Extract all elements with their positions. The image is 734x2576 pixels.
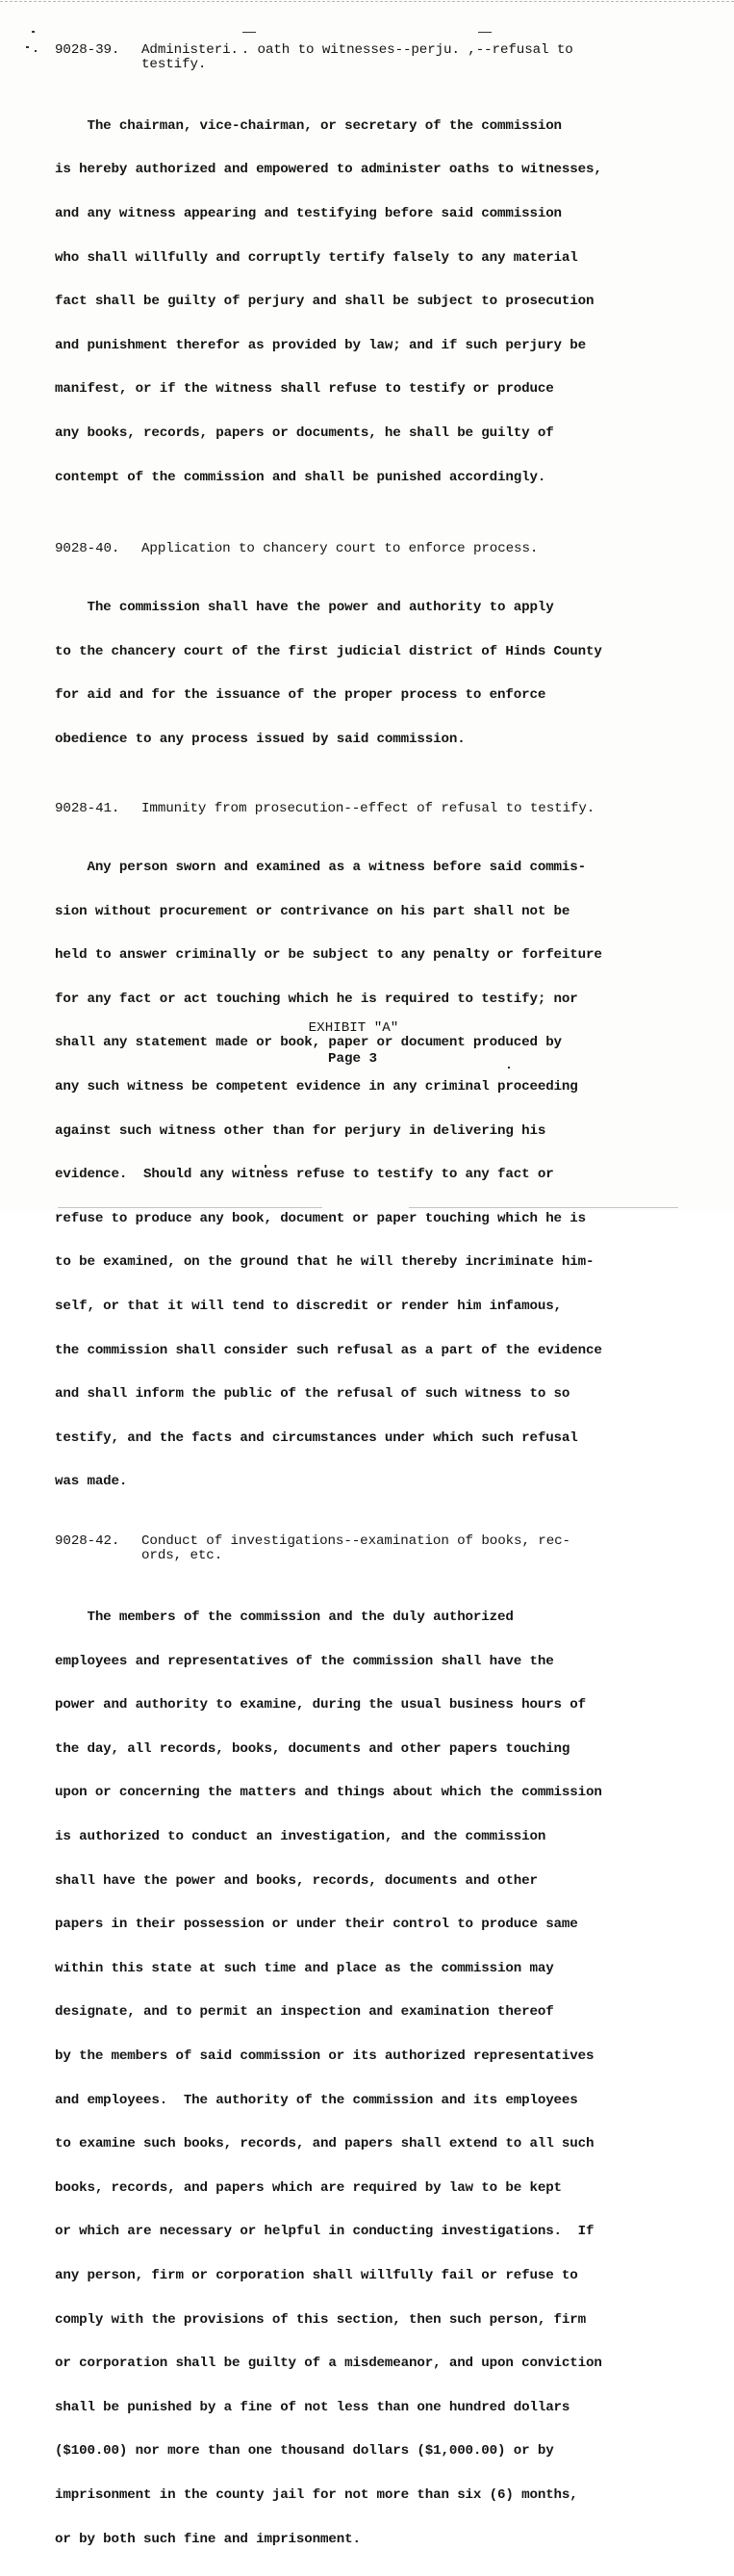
document-page bbox=[0, 0, 734, 1211]
section-title: Conduct of investigations--examination of books, rec- ords, etc. bbox=[141, 1534, 671, 1563]
page-number: Page 3 bbox=[0, 1051, 720, 1067]
section-body-9028-40: The commission shall have the power and authority to apply to the chancery court of the first judicial district of Hinds County for aid and for the issuance of the proper process to enforce obedience to any process issued by said commission. bbox=[55, 572, 671, 777]
scan-speck bbox=[478, 32, 492, 33]
section-body-9028-42: The members of the commission and the duly authorized employees and representatives of the commission shall have the power and authority to examine, during the usual business hours of the day, all records, books, documents and other papers touching upon or concerning the matters and things about which the commission is authorized to conduct an investigation, and the commission shall have the power and books, records, documents and other papers in their possession or under their control to produce same within this state at such time and place as the commission may designate, and to permit an inspection and examination thereof by the members of said commission or its authorized representatives and employees. The authority of the commission and its employees to examine such books, records, and papers shall extend to all such books, records, and papers which are required by law to be kept or which are necessary or helpful in conducting investigations. If any person, firm or corporation shall willfully fail or refuse to comply with the provisions of this section, then such person, firm or corporation shall be guilty of a misdemeanor, and upon conviction shall be punished by a fine of not less than one hundred dollars ($100.00) nor more than one thousand dollars ($1,000.00) or by imprisonment in the county jail for not more than six (6) months, or by both such fine and imprisonment. bbox=[55, 1582, 671, 2576]
section-heading-9028-41 bbox=[55, 802, 671, 816]
section-body-9028-41: Any person sworn and examined as a witness before said commis- sion without procurement or contrivance on his part shall not be held to answer criminally or be subject to any penalty or forfeiture for any fact or act touching which he is required to testify; nor shall any statement made or book, paper or document produced by any such witness be competent evidence in any criminal proceeding against such witness other than for perjury in delivering his evidence. Should any witness refuse to testify to any fact or refuse to produce any book, document or paper touching which he is to be examined, on the ground that he will thereby incriminate him- self, or that it will tend to discredit or render him infamous, the commission shall consider such refusal as a part of the evidence and shall inform the public of the refusal of such witness to so testify, and the facts and circumstances under which such refusal was made. bbox=[55, 832, 671, 1520]
scan-speck bbox=[26, 46, 29, 48]
scan-speck bbox=[32, 31, 35, 33]
top-dashed-border bbox=[0, 1, 734, 2]
section-number: 9028-39. bbox=[55, 43, 141, 72]
section-title: Administeri. . oath to witnesses--perju. ,--refusal to testify. bbox=[141, 43, 671, 72]
document-body bbox=[55, 43, 671, 2576]
section-number: 9028-40. bbox=[55, 542, 141, 556]
exhibit-label: EXHIBIT "A" bbox=[0, 1020, 721, 1036]
section-number: 9028-41. bbox=[55, 802, 141, 816]
section-title: Immunity from prosecution--effect of refusal to testify. bbox=[141, 802, 671, 816]
bottom-rule bbox=[58, 1207, 322, 1208]
section-number: 9028-42. bbox=[55, 1534, 141, 1563]
bottom-rule bbox=[409, 1207, 678, 1208]
section-heading-9028-40 bbox=[55, 542, 671, 556]
section-heading-9028-39 bbox=[55, 43, 671, 72]
scan-speck bbox=[35, 50, 37, 52]
section-body-9028-39: The chairman, vice-chairman, or secretary of the commission is hereby authorized and empowered to administer oaths to witnesses, and any witness appearing and testifying before said commission who shall willfully and corruptly tertify falsely to any material fact shall be guilty of perjury and shall be subject to prosecution and punishment therefor as provided by law; and if such perjury be manifest, or if the witness shall refuse to testify or produce any books, records, papers or documents, he shall be guilty of contempt of the commission and shall be punished accordingly. bbox=[55, 90, 671, 514]
section-title: Application to chancery court to enforce process. bbox=[141, 542, 671, 556]
section-heading-9028-42 bbox=[55, 1534, 671, 1563]
scan-speck bbox=[242, 32, 256, 33]
